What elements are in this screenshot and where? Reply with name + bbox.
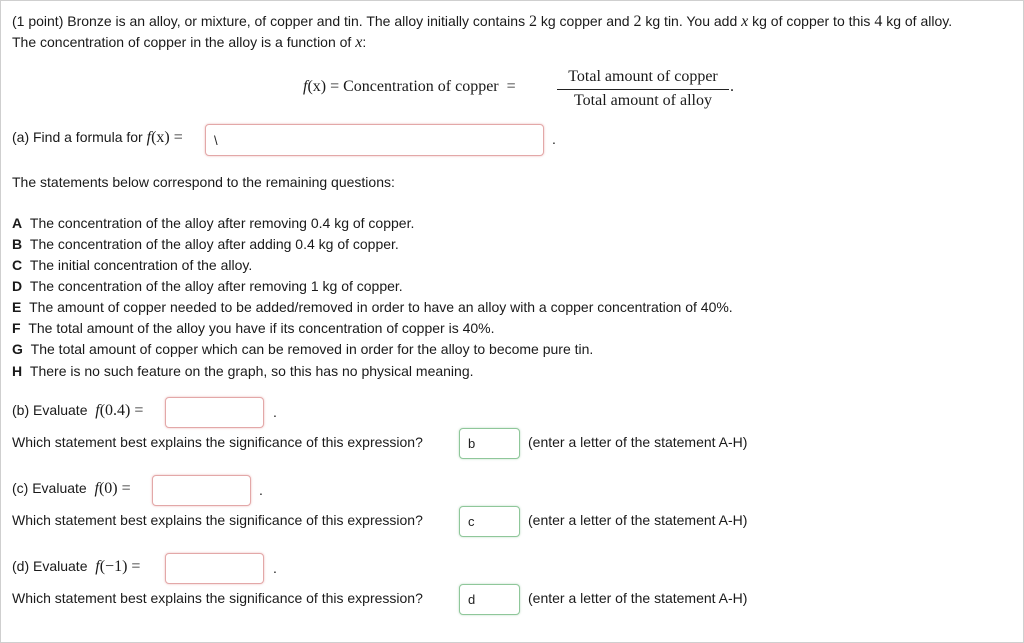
statement-item: [12, 363, 474, 379]
alloy-mass: 4: [874, 13, 883, 30]
part-b-period: .: [273, 404, 277, 420]
statement-item: [12, 278, 403, 294]
part-c-letter-input[interactable]: c: [459, 506, 520, 537]
part-b-arg: (0.4) =: [99, 402, 144, 419]
formula-arg: (x): [307, 78, 327, 95]
part-b-func: f: [95, 402, 100, 419]
part-b-hint: (enter a letter of the statement A-H): [528, 434, 748, 450]
part-b-letter-input[interactable]: b: [459, 428, 520, 459]
part-d-func: f: [95, 558, 100, 575]
tin-mass: 2: [633, 13, 642, 30]
part-c-value-input[interactable]: [152, 475, 251, 506]
part-c-text: (c) Evaluate: [12, 480, 91, 496]
part-d-letter-input[interactable]: d: [459, 584, 520, 615]
formula-text: = Concentration of copper =: [326, 78, 516, 95]
statement-text: The initial concentration of the alloy.: [29, 257, 253, 273]
intro-text: kg copper and: [536, 13, 634, 29]
statement-item: [12, 236, 399, 252]
formula-func: f: [303, 78, 308, 95]
part-a-arg: (x) =: [151, 129, 183, 146]
statement-text: The amount of copper needed to be added/removed in order to have an alloy with a copper concentration of 40%.: [29, 299, 733, 315]
statement-letter: D: [12, 278, 23, 294]
statement-letter: B: [12, 236, 23, 252]
part-a-func: f: [146, 129, 152, 146]
statement-letter: G: [12, 341, 23, 357]
statement-text: There is no such feature on the graph, so this has no physical meaning.: [29, 363, 474, 379]
part-b-question: Which statement best explains the significance of this expression?: [12, 434, 423, 450]
statement-item: [12, 257, 252, 273]
part-c-label: [12, 480, 131, 498]
part-d-period: .: [273, 560, 277, 576]
statement-letter: F: [12, 320, 21, 336]
part-d-question: Which statement best explains the significance of this expression?: [12, 590, 423, 606]
part-c-question: Which statement best explains the significance of this expression?: [12, 512, 423, 528]
statement-letter: C: [12, 257, 23, 273]
part-d-value-input[interactable]: [165, 553, 264, 584]
fraction-denominator: Total amount of alloy: [574, 92, 712, 109]
part-b-label: [12, 402, 143, 420]
var-x: x: [741, 13, 749, 30]
part-a-period: .: [552, 131, 556, 147]
intro-text: kg of copper to this: [748, 13, 875, 29]
statement-text: The total amount of copper which can be removed in order for the alloy to become pure tin.: [30, 341, 594, 357]
copper-mass: 2: [528, 13, 537, 30]
intro-text: The concentration of copper in the alloy is a function of: [12, 34, 356, 50]
statement-letter: H: [12, 363, 23, 379]
intro-text: kg tin. You add: [641, 13, 742, 29]
statement-item: [12, 299, 733, 315]
part-a-answer-input[interactable]: \: [205, 124, 544, 156]
statement-text: The concentration of the alloy after removing 1 kg of copper.: [29, 278, 403, 294]
part-c-arg: (0) =: [98, 480, 131, 497]
statement-text: The total amount of the alloy you have if its concentration of copper is 40%.: [28, 320, 495, 336]
statement-text: The concentration of the alloy after removing 0.4 kg of copper.: [29, 215, 415, 231]
part-d-hint: (enter a letter of the statement A-H): [528, 590, 748, 606]
part-c-period: .: [259, 482, 263, 498]
formula-lhs: [303, 78, 516, 96]
intro-text: kg of alloy.: [882, 13, 953, 29]
part-d-arg: (−1) =: [99, 558, 141, 575]
statement-item: [12, 320, 495, 336]
statement-item: [12, 215, 414, 231]
statements-intro: The statements below correspond to the remaining questions:: [12, 174, 395, 190]
part-b-value-input[interactable]: [165, 397, 264, 428]
intro-text: :: [362, 34, 367, 50]
formula-period: .: [730, 78, 734, 95]
part-d-label: [12, 558, 140, 576]
part-c-func: f: [94, 480, 99, 497]
intro-line-1: [12, 13, 952, 31]
statement-letter: E: [12, 299, 22, 315]
statement-letter: A: [12, 215, 23, 231]
part-c-hint: (enter a letter of the statement A-H): [528, 512, 748, 528]
part-a-text: (a) Find a formula for: [12, 129, 147, 145]
intro-text: (1 point) Bronze is an alloy, or mixture, of copper and tin. The alloy initially contains: [12, 13, 529, 29]
intro-line-2: [12, 34, 366, 52]
formula-fraction: [557, 67, 729, 111]
fraction-numerator: Total amount of copper: [557, 67, 729, 90]
statement-text: The concentration of the alloy after adding 0.4 kg of copper.: [29, 236, 399, 252]
part-a-label: [12, 129, 183, 147]
part-d-text: (d) Evaluate: [12, 558, 92, 574]
var-x: x: [355, 34, 363, 51]
part-b-text: (b) Evaluate: [12, 402, 92, 418]
statement-item: [12, 341, 593, 357]
